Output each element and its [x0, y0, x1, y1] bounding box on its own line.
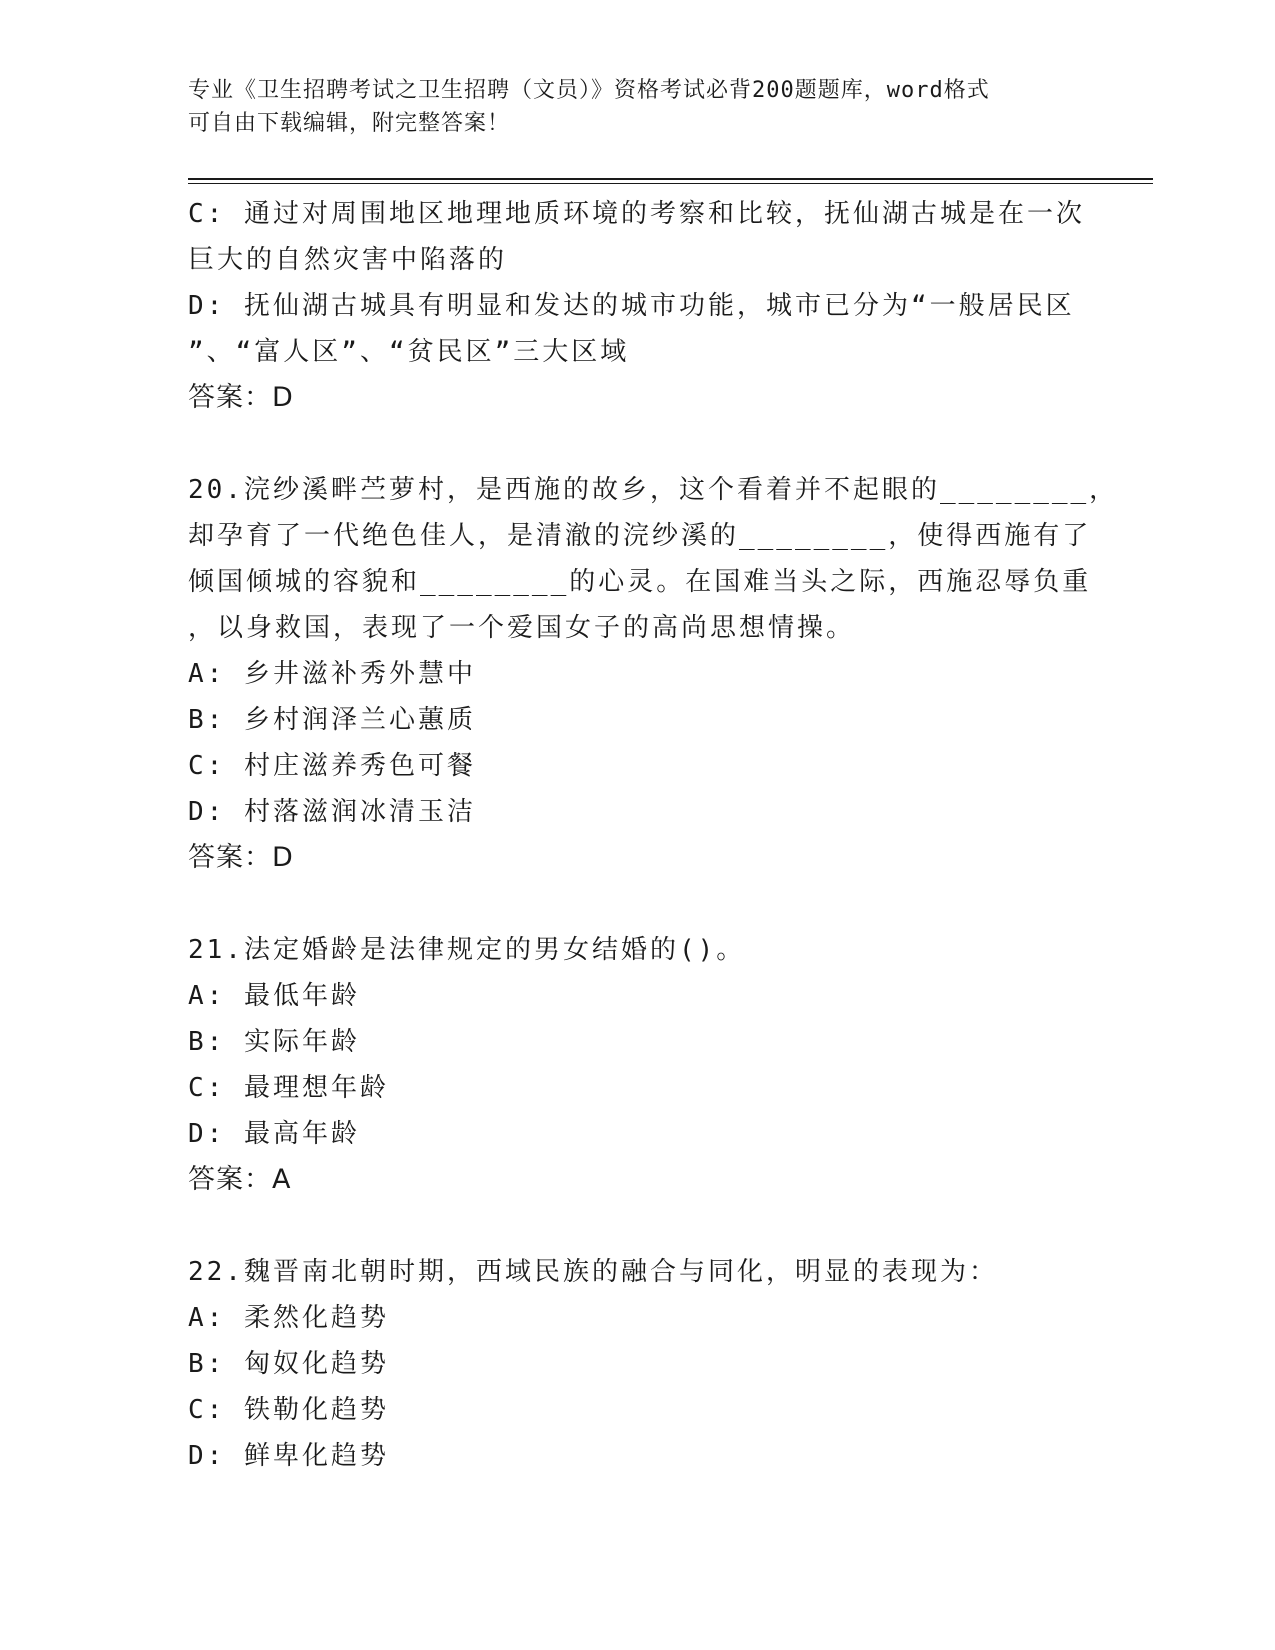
question-stem-line: 却孕育了一代绝色佳人，是清澈的浣纱溪的________，使得西施有了 — [188, 521, 1092, 551]
option-b: B: 乡村润泽兰心蕙质 — [188, 705, 476, 735]
question-stem-line: ，以身救国，表现了一个爱国女子的高尚思想情操。 — [188, 613, 856, 643]
header-line-1: 专业《卫生招聘考试之卫生招聘（文员）》资格考试必背200题题库，word格式 — [188, 78, 990, 103]
question-stem-line: 21.法定婚龄是法律规定的男女结婚的()。 — [188, 935, 746, 965]
question-stem-line: 倾国倾城的容貌和________的心灵。在国难当头之际，西施忍辱负重 — [188, 567, 1092, 597]
spacer — [188, 881, 1088, 927]
option-d: D: 村落滋润冰清玉洁 — [188, 797, 476, 827]
option-c: C: 铁勒化趋势 — [188, 1395, 389, 1425]
header-divider-thick — [188, 178, 1153, 180]
option-b: B: 匈奴化趋势 — [188, 1349, 389, 1379]
spacer — [188, 421, 1088, 467]
document-body — [188, 191, 1119, 1479]
question-20 — [188, 467, 1119, 881]
question-21 — [188, 927, 1088, 1203]
question-19-continued — [188, 191, 1088, 421]
document-header — [188, 74, 1088, 140]
answer-line: 答案：D — [188, 382, 294, 413]
option-a: A: 乡井滋补秀外慧中 — [188, 659, 476, 689]
option-c: C: 村庄滋养秀色可餐 — [188, 751, 476, 781]
option-c-line: C: 通过对周围地区地理地质环境的考察和比较，抚仙湖古城是在一次 — [188, 199, 1085, 229]
option-c-line: 巨大的自然灾害中陷落的 — [188, 245, 508, 275]
question-22 — [188, 1249, 1088, 1479]
option-d: D: 最高年龄 — [188, 1119, 360, 1149]
option-c: C: 最理想年龄 — [188, 1073, 389, 1103]
spacer — [188, 1203, 1088, 1249]
option-b: B: 实际年龄 — [188, 1027, 360, 1057]
question-stem-line: 22.魏晋南北朝时期，西域民族的融合与同化，明显的表现为： — [188, 1257, 998, 1287]
header-divider-thin — [188, 183, 1153, 184]
answer-line: 答案：A — [188, 1164, 292, 1195]
answer-line: 答案：D — [188, 842, 294, 873]
option-d-line: ”、“富人区”、“贫民区”三大区域 — [188, 337, 630, 367]
question-stem-line: 20.浣纱溪畔苎萝村，是西施的故乡，这个看着并不起眼的________， — [188, 475, 1119, 505]
option-a: A: 最低年龄 — [188, 981, 360, 1011]
header-line-2: 可自由下载编辑，附完整答案！ — [188, 111, 511, 136]
option-a: A: 柔然化趋势 — [188, 1303, 389, 1333]
option-d: D: 鲜卑化趋势 — [188, 1441, 389, 1471]
option-d-line: D: 抚仙湖古城具有明显和发达的城市功能，城市已分为“一般居民区 — [188, 291, 1075, 321]
